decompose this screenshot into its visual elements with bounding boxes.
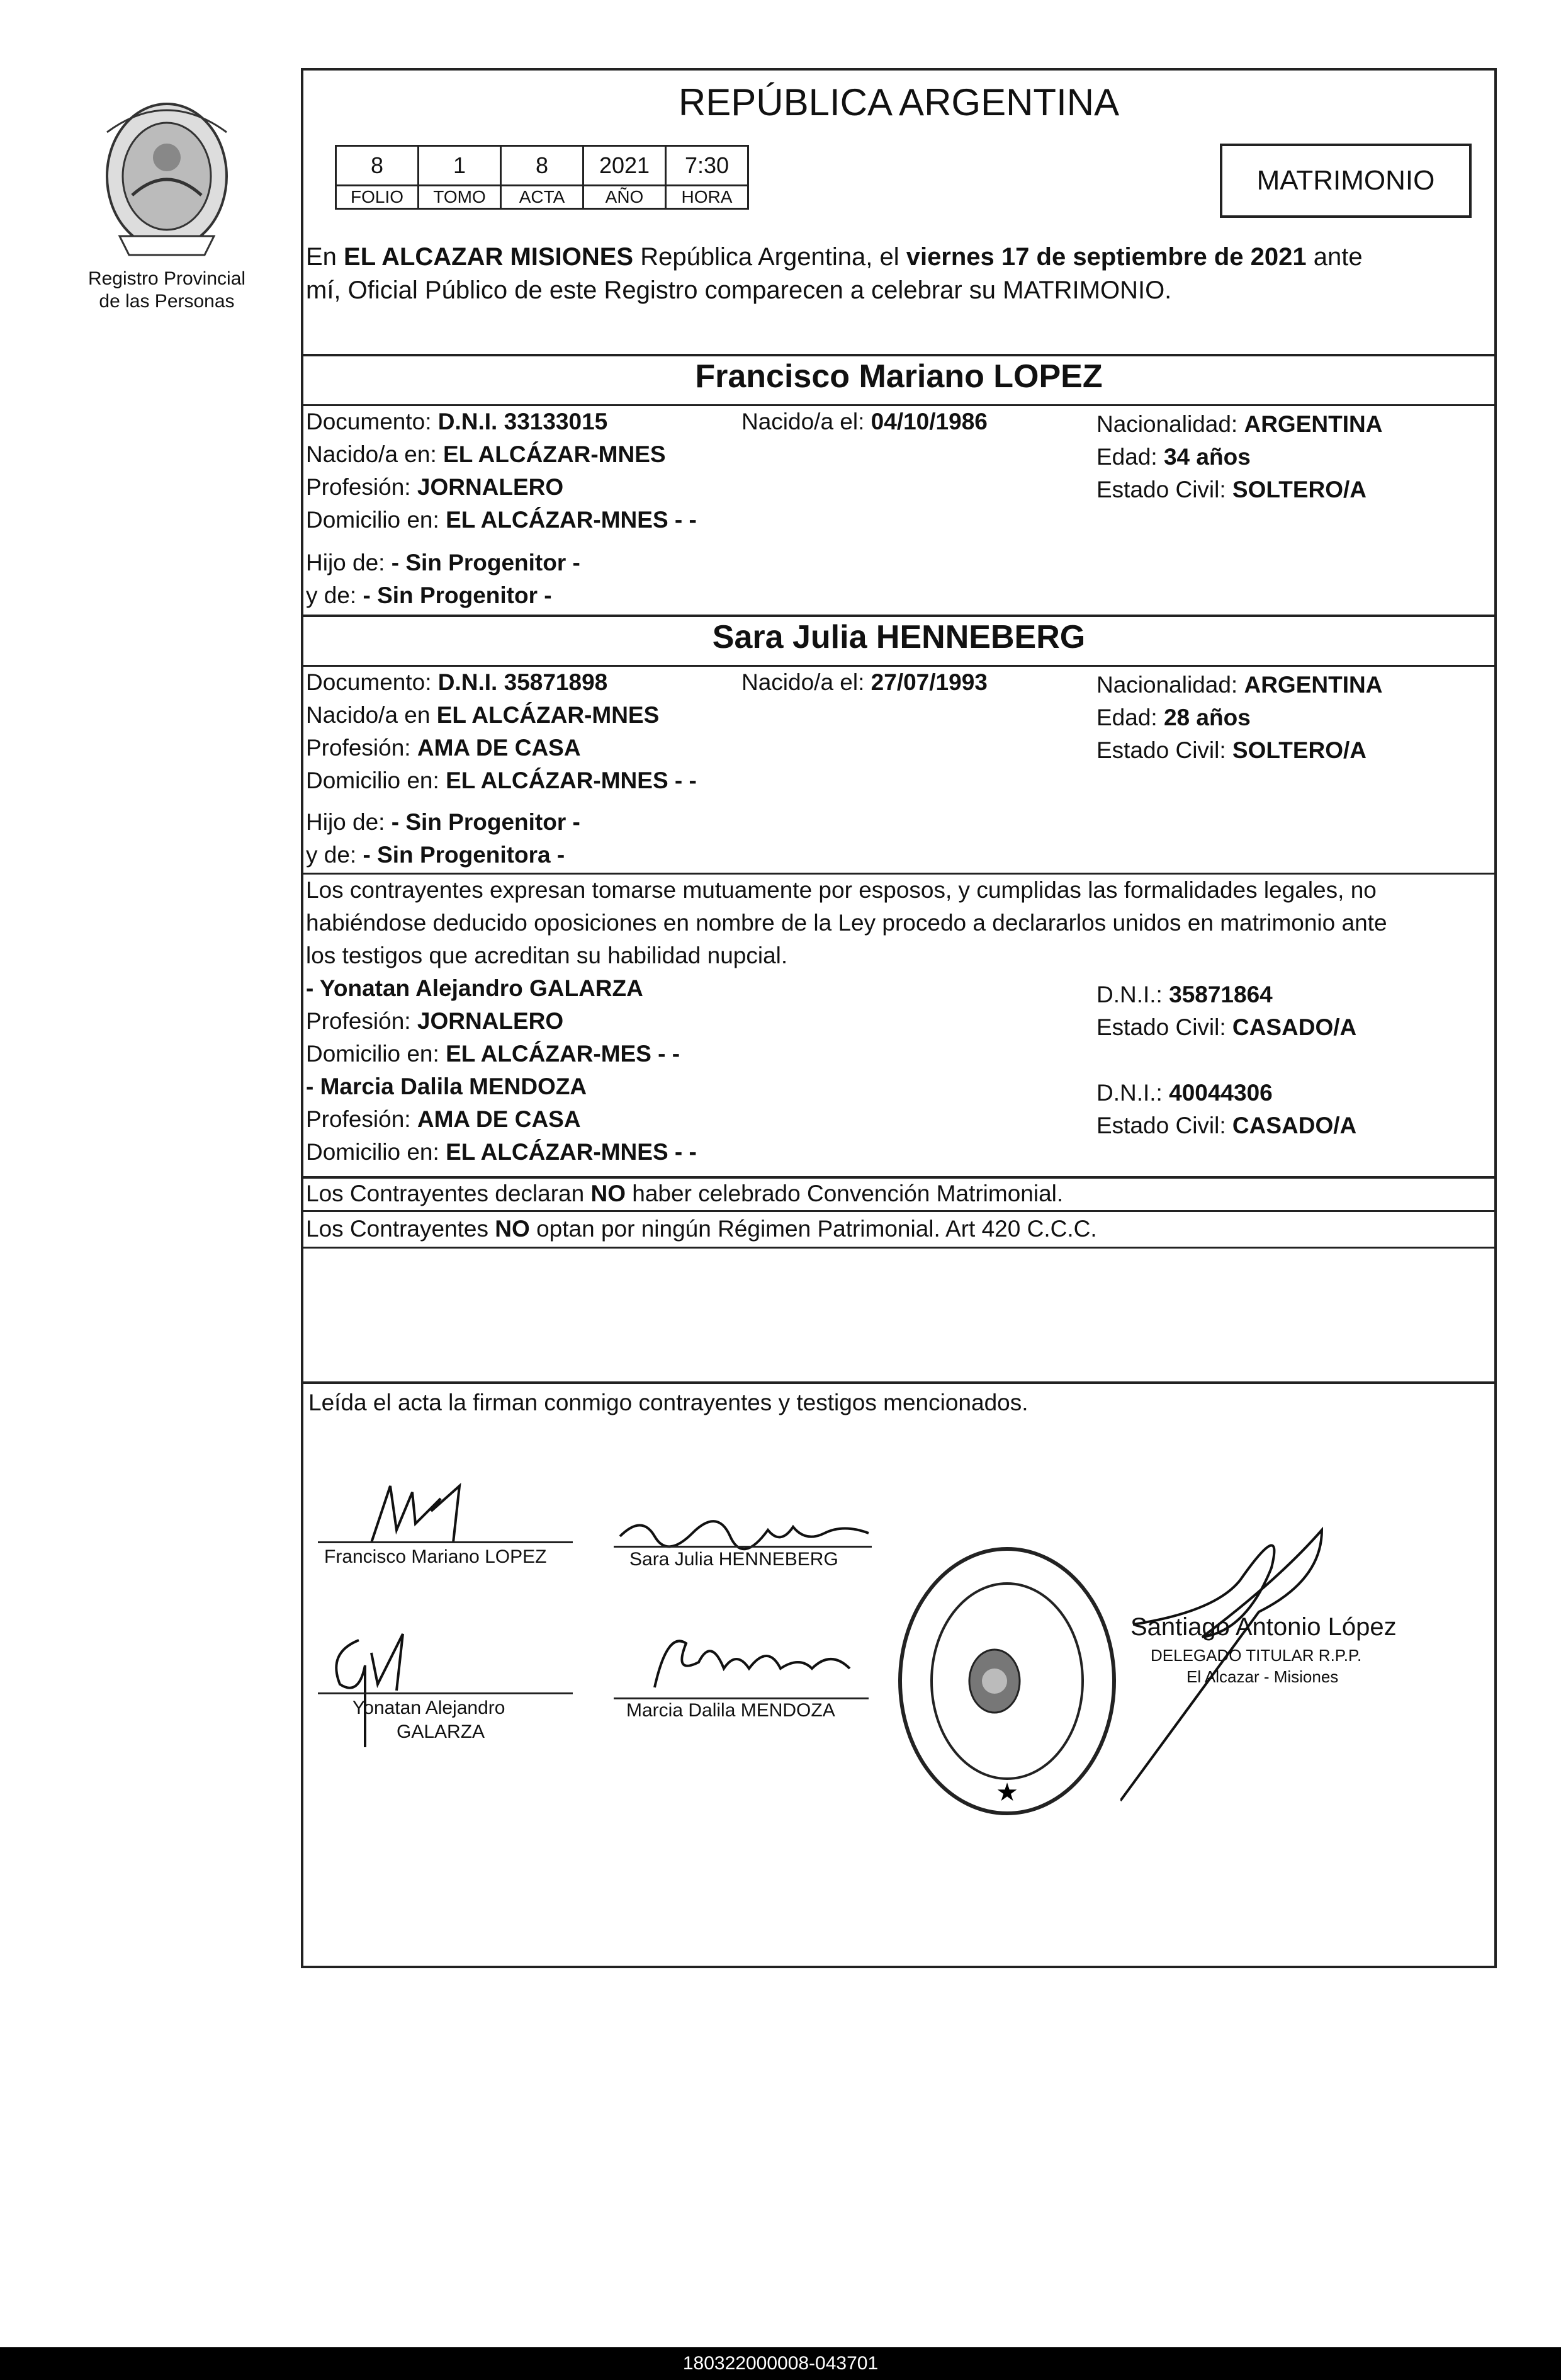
witness2-name: - Marcia Dalila MENDOZA — [306, 1074, 587, 1099]
spouse1-estado-civil: Estado Civil: SOLTERO/A — [1096, 477, 1367, 502]
divider — [301, 615, 1497, 617]
divider — [301, 354, 1497, 356]
spouse1-edad: Edad: 34 años — [1096, 444, 1251, 470]
spouse1-domicilio: Domicilio en: EL ALCÁZAR-MNES - - — [306, 507, 697, 533]
signature-line — [614, 1546, 872, 1548]
spouse2-y-de: y de: - Sin Progenitora - — [306, 842, 565, 868]
official-title: DELEGADO TITULAR R.P.P. — [1151, 1646, 1362, 1665]
page-title: REPÚBLICA ARGENTINA — [678, 81, 1120, 123]
tomo-label: TOMO — [419, 186, 501, 209]
anio-value: 2021 — [583, 146, 666, 186]
signature-label-marcia: Marcia Dalila MENDOZA — [626, 1700, 835, 1721]
folio-label: FOLIO — [336, 186, 419, 209]
witness2-dni: D.N.I.: 40044306 — [1096, 1080, 1273, 1106]
registry-boxes — [335, 145, 749, 210]
closing-text: Leída el acta la firman conmigo contrayentes y testigos mencionados. — [308, 1390, 1028, 1415]
witness2-domicilio: Domicilio en: EL ALCÁZAR-MNES - - — [306, 1139, 697, 1165]
acta-label: ACTA — [501, 186, 583, 209]
witness1-dni: D.N.I.: 35871864 — [1096, 982, 1273, 1007]
divider — [301, 1210, 1497, 1212]
spouse1-name: Francisco Mariano LOPEZ — [695, 358, 1103, 395]
tomo-value: 1 — [419, 146, 501, 186]
hora-label: HORA — [666, 186, 748, 209]
declaration-line2: habiéndose deducido oposiciones en nombre de la Ley procedo a declararlos unidos en matrimonio ante — [306, 910, 1387, 936]
spouse1-hijo-de: Hijo de: - Sin Progenitor - — [306, 550, 580, 575]
official-place: El Alcazar - Misiones — [1186, 1667, 1339, 1686]
svg-text:★: ★ — [996, 1778, 1018, 1807]
divider — [301, 404, 1497, 406]
signature-marcia — [642, 1624, 869, 1694]
signature-label-yonatan-1: Yonatan Alejandro — [352, 1697, 505, 1718]
spouse2-profesion: Profesión: AMA DE CASA — [306, 735, 581, 761]
intro-text-line2: mí, Oficial Público de este Registro comparecen a celebrar su MATRIMONIO. — [306, 276, 1172, 304]
spouse1-documento: Documento: D.N.I. 33133015 — [306, 409, 608, 434]
divider — [301, 873, 1497, 875]
witness1-name: - Yonatan Alejandro GALARZA — [306, 975, 643, 1001]
spouse2-nacionalidad: Nacionalidad: ARGENTINA — [1096, 672, 1383, 698]
document-type-badge: MATRIMONIO — [1220, 144, 1472, 218]
declaration-line3: los testigos que acreditan su habilidad nupcial. — [306, 943, 788, 968]
acta-value: 8 — [501, 146, 583, 186]
witness1-profesion: Profesión: JORNALERO — [306, 1008, 564, 1034]
spouse2-nacido-el: Nacido/a el: 27/07/1993 — [741, 669, 988, 695]
divider — [301, 665, 1497, 667]
hora-value: 7:30 — [666, 146, 748, 186]
signature-line — [614, 1697, 869, 1699]
official-name: Santiago Antonio López — [1130, 1613, 1397, 1641]
witness1-estado-civil: Estado Civil: CASADO/A — [1096, 1014, 1357, 1040]
spouse2-hijo-de: Hijo de: - Sin Progenitor - — [306, 809, 580, 835]
spouse1-nacido-en: Nacido/a en: EL ALCÁZAR-MNES — [306, 441, 666, 467]
logo-caption: Registro Provincial de las Personas — [87, 268, 246, 312]
spouse1-nacionalidad: Nacionalidad: ARGENTINA — [1096, 411, 1383, 437]
spouse2-nacido-en: Nacido/a en EL ALCÁZAR-MNES — [306, 702, 660, 728]
witness1-domicilio: Domicilio en: EL ALCÁZAR-MES - - — [306, 1041, 680, 1067]
intro-text: En EL ALCAZAR MISIONES República Argentina, el viernes 17 de septiembre de 2021 ante — [306, 243, 1363, 271]
signature-label-francisco: Francisco Mariano LOPEZ — [324, 1546, 547, 1567]
divider — [301, 1176, 1497, 1179]
witness2-estado-civil: Estado Civil: CASADO/A — [1096, 1113, 1357, 1138]
divider — [301, 1381, 1497, 1384]
anio-label: AÑO — [583, 186, 666, 209]
spouse1-nacido-el: Nacido/a el: 04/10/1986 — [741, 409, 988, 434]
witness2-profesion: Profesión: AMA DE CASA — [306, 1106, 581, 1132]
spouse1-y-de: y de: - Sin Progenitor - — [306, 582, 552, 608]
spouse2-documento: Documento: D.N.I. 35871898 — [306, 669, 608, 695]
registry-seal — [894, 1536, 1120, 1826]
signature-label-yonatan-2: GALARZA — [397, 1721, 485, 1742]
spouse2-domicilio: Domicilio en: EL ALCÁZAR-MNES - - — [306, 768, 697, 793]
divider — [301, 1247, 1497, 1249]
spouse2-name: Sara Julia HENNEBERG — [712, 619, 1086, 655]
province-logo — [88, 94, 245, 264]
spouse2-edad: Edad: 28 años — [1096, 705, 1251, 730]
convention-line1: Los Contrayentes declaran NO haber celebrado Convención Matrimonial. — [306, 1181, 1064, 1206]
signature-francisco — [352, 1473, 466, 1549]
signature-line — [318, 1692, 573, 1694]
document-id-footer: 180322000008-043701 — [0, 2347, 1561, 2380]
convention-line2: Los Contrayentes NO optan por ningún Régimen Patrimonial. Art 420 C.C.C. — [306, 1216, 1097, 1242]
signature-label-sara: Sara Julia HENNEBERG — [629, 1549, 838, 1570]
signature-line — [318, 1541, 573, 1543]
declaration-line1: Los contrayentes expresan tomarse mutuamente por esposos, y cumplidas las formalidades legales, no — [306, 877, 1377, 903]
spouse1-profesion: Profesión: JORNALERO — [306, 474, 564, 500]
folio-value: 8 — [336, 146, 419, 186]
spouse2-estado-civil: Estado Civil: SOLTERO/A — [1096, 737, 1367, 763]
